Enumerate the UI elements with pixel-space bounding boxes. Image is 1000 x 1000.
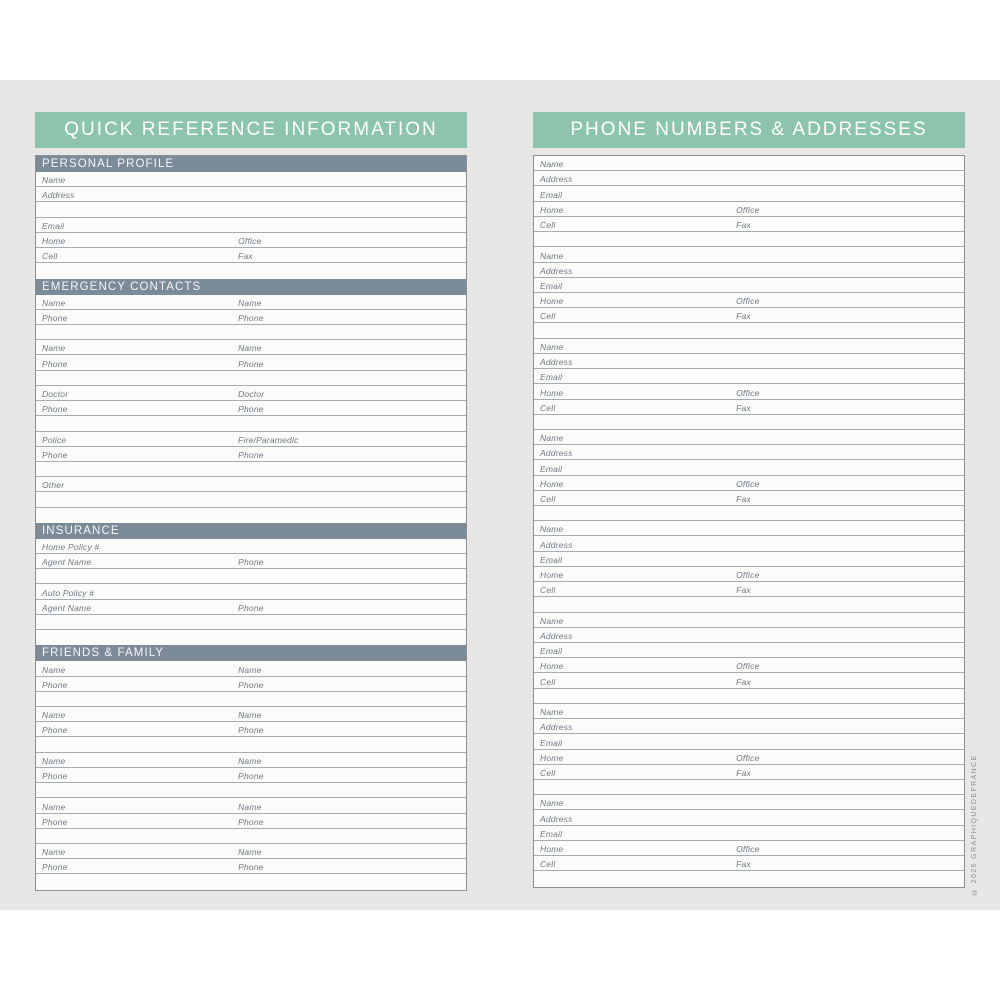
field-label: Name [238,343,262,354]
field-label: Office [736,296,760,307]
form-row [36,202,466,217]
field-label: Office [736,844,760,855]
form-row [534,780,964,795]
field-label: Address [540,813,573,824]
field-label: Cell [540,494,556,505]
form-row [36,416,466,431]
field-label: Name [42,664,66,675]
form-row [534,673,964,688]
field-label: Cell [540,402,556,413]
form-row [534,460,964,475]
field-label: Fax [238,251,253,262]
field-label: Police [42,434,67,445]
field-label: Office [736,478,760,489]
field-label: Fax [736,585,751,596]
field-label: Cell [540,220,556,231]
form-row [36,722,466,737]
field-label: Phone [238,358,264,369]
form-row [534,521,964,536]
field-label: Fax [736,767,751,778]
field-label: Address [42,190,75,201]
field-label: Fax [736,402,751,413]
form-row [36,492,466,507]
form-row [36,677,466,692]
form-row [534,613,964,628]
field-label: Phone [238,312,264,323]
field-label: Address [540,174,573,185]
form-row [534,415,964,430]
field-label: Fire/Paramedic [238,434,299,445]
field-label: Office [736,570,760,581]
field-label: Email [42,220,65,231]
field-label: Name [42,175,66,186]
field-label: Address [540,448,573,459]
field-label: Home [540,296,564,307]
form-row [36,477,466,492]
field-label: Name [238,297,262,308]
form-row [36,615,466,630]
form-row [534,247,964,262]
field-label: Name [238,664,262,675]
form-row [36,539,466,554]
form-row [36,462,466,477]
field-label: Name [540,707,564,718]
form-row [36,661,466,676]
left-page-title: QUICK REFERENCE INFORMATION [35,112,467,148]
field-label: Name [540,159,564,170]
form-row [36,798,466,813]
form-row [36,768,466,783]
field-label: Email [540,646,563,657]
form-row [534,400,964,415]
form-row [36,814,466,829]
form-row [534,491,964,506]
form-row [534,369,964,384]
field-label: Name [42,343,66,354]
field-label: Home Policy # [42,542,100,553]
form-row [534,430,964,445]
field-label: Home [540,752,564,763]
field-label: Office [736,204,760,215]
field-label: Email [540,463,563,474]
field-label: Home [540,844,564,855]
field-label: Phone [42,679,68,690]
field-label: Fax [736,311,751,322]
field-label: Cell [540,767,556,778]
field-label: Phone [42,862,68,873]
field-label: Name [540,524,564,535]
field-label: Phone [238,602,264,613]
field-label: Email [540,372,563,383]
form-row [36,340,466,355]
form-row [534,856,964,871]
form-row [36,310,466,325]
form-row [36,630,466,645]
field-label: Agent Name [42,602,92,613]
field-label: Doctor [42,389,69,400]
form-row [534,308,964,323]
field-label: Address [540,539,573,550]
form-row [534,156,964,171]
field-label: Name [540,615,564,626]
field-label: Doctor [238,389,265,400]
copyright-text: © 2026 GRAPHIQUEDEFRANCE [971,754,978,895]
right-page [533,112,965,888]
field-label: Name [42,801,66,812]
field-label: Office [238,236,262,247]
field-label: Email [540,554,563,565]
form-row [534,704,964,719]
field-label: Email [540,189,563,200]
field-label: Home [540,204,564,215]
field-label: Home [42,236,66,247]
form-row [36,783,466,798]
form-row [534,339,964,354]
form-row [36,371,466,386]
field-label: Auto Policy # [42,587,95,598]
field-label: Fax [736,494,751,505]
field-label: Name [42,710,66,721]
form-row [534,354,964,369]
form-row [534,506,964,521]
form-row [36,508,466,523]
field-label: Name [540,341,564,352]
section-header-friends-family: FRIENDS & FAMILY [36,645,466,661]
field-label: Other [42,480,65,491]
form-row [534,445,964,460]
field-label: Phone [238,725,264,736]
right-page-title: PHONE NUMBERS & ADDRESSES [533,112,965,148]
form-row [36,692,466,707]
form-row [534,628,964,643]
field-label: Address [540,357,573,368]
field-label: Phone [238,557,264,568]
field-label: Cell [42,251,58,262]
field-label: Email [540,828,563,839]
field-label: Home [540,570,564,581]
field-label: Phone [42,404,68,415]
form-row [534,171,964,186]
field-label: Home [540,478,564,489]
form-row [534,202,964,217]
form-row [534,217,964,232]
field-label: Phone [238,816,264,827]
field-label: Name [238,710,262,721]
form-row [534,384,964,399]
field-label: Cell [540,311,556,322]
form-row [36,187,466,202]
field-label: Phone [42,312,68,323]
section-header-personal-profile: PERSONAL PROFILE [36,156,466,172]
form-row [36,447,466,462]
form-row [36,829,466,844]
form-row [534,643,964,658]
form-row [534,567,964,582]
field-label: Address [540,265,573,276]
field-label: Phone [238,862,264,873]
field-label: Phone [238,771,264,782]
form-row [36,355,466,370]
field-label: Name [238,847,262,858]
form-row [36,172,466,187]
field-label: Name [238,755,262,766]
form-row [534,186,964,201]
form-row [534,658,964,673]
left-page [35,112,467,891]
field-label: Cell [540,676,556,687]
form-row [534,597,964,612]
form-row [36,737,466,752]
field-label: Email [540,737,563,748]
form-row [36,554,466,569]
form-row [534,476,964,491]
form-row [534,795,964,810]
form-row [534,841,964,856]
field-label: Phone [42,725,68,736]
field-label: Phone [238,679,264,690]
form-row [534,689,964,704]
field-label: Name [238,801,262,812]
section-header-emergency-contacts: EMERGENCY CONTACTS [36,279,466,295]
field-label: Home [540,661,564,672]
form-row [36,844,466,859]
form-row [36,263,466,278]
field-label: Cell [540,585,556,596]
field-label: Phone [42,358,68,369]
form-row [534,278,964,293]
form-row [534,765,964,780]
field-label: Address [540,722,573,733]
form-row [534,293,964,308]
field-label: Office [736,387,760,398]
field-label: Address [540,631,573,641]
form-row [36,874,466,889]
field-label: Fax [736,676,751,687]
form-row [36,432,466,447]
field-label: Office [736,661,760,672]
form-row [36,707,466,722]
form-row [36,386,466,401]
form-row [534,750,964,765]
form-row [534,734,964,749]
form-row [534,232,964,247]
field-label: Agent Name [42,557,92,568]
form-row [36,569,466,584]
section-header-insurance: INSURANCE [36,523,466,539]
field-label: Name [42,297,66,308]
form-row [534,582,964,597]
form-row [36,218,466,233]
form-row [36,859,466,874]
field-label: Fax [736,220,751,231]
field-label: Phone [42,449,68,460]
form-row [534,323,964,338]
field-label: Phone [42,771,68,782]
field-label: Email [540,280,563,291]
form-row [534,552,964,567]
form-row [36,248,466,263]
field-label: Fax [736,859,751,870]
field-label: Name [540,798,564,809]
field-label: Name [540,433,564,444]
field-label: Phone [42,816,68,827]
form-row [534,871,964,886]
form-row [534,719,964,734]
form-row [36,325,466,340]
form-row [534,810,964,825]
field-label: Home [540,387,564,398]
field-label: Office [736,752,760,763]
right-page-form [533,155,965,888]
form-row [36,753,466,768]
form-row [534,536,964,551]
form-row [534,826,964,841]
form-row [36,295,466,310]
field-label: Phone [238,404,264,415]
field-label: Phone [238,449,264,460]
field-label: Name [42,755,66,766]
field-label: Name [42,847,66,858]
form-row [36,584,466,599]
field-label: Cell [540,859,556,870]
field-label: Name [540,250,564,261]
form-row [36,600,466,615]
form-row [36,233,466,248]
left-page-form [35,155,467,891]
form-row [36,401,466,416]
form-row [534,263,964,278]
